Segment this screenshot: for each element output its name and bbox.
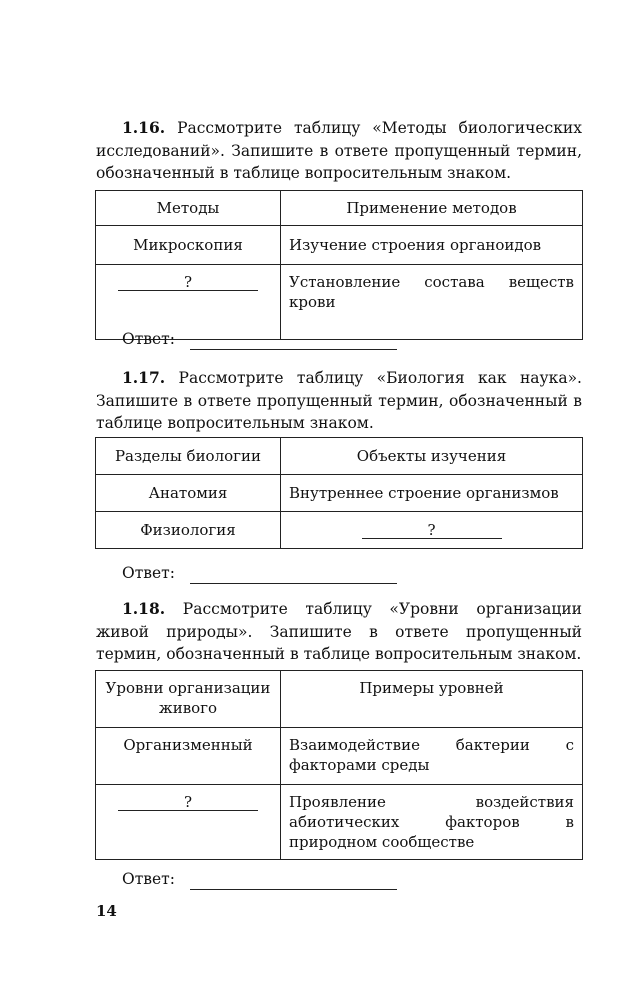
table-cell: Микроскопия (96, 226, 281, 265)
table-cell (281, 512, 583, 549)
task-number: 1.18. (122, 599, 166, 618)
answer-1-18 (122, 870, 175, 888)
header-cell: Разделы биологии (96, 438, 281, 475)
task-1-17 (96, 367, 582, 435)
missing-term-blank: ? (118, 274, 258, 291)
header-cell: Примеры уровней (281, 671, 583, 728)
answer-label: Ответ: (122, 870, 175, 888)
table-cell (96, 265, 281, 340)
answer-line[interactable] (190, 349, 397, 350)
table-row (96, 265, 583, 340)
table-cell (281, 265, 583, 340)
header-cell: Применение методов (281, 191, 583, 226)
answer-line[interactable] (190, 889, 397, 890)
answer-1-16 (122, 330, 175, 348)
header-cell: Уровни организации живого (96, 671, 281, 728)
table-row (96, 785, 583, 860)
task-text: Рассмотрите таблицу «Уровни организации живой природы». Запишите в ответе пропущенный термин, обозначенный в таблице вопросительным знаком. (96, 600, 582, 663)
cell-line: крови (289, 293, 336, 311)
table-methods (95, 190, 583, 340)
table-header-row (96, 671, 583, 728)
answer-label: Ответ: (122, 564, 175, 582)
page-number: 14 (96, 902, 117, 920)
table-levels (95, 670, 583, 860)
missing-term-blank: ? (118, 794, 258, 811)
table-row (96, 475, 583, 512)
task-1-16 (96, 117, 582, 185)
task-1-18 (96, 598, 582, 666)
missing-term-blank: ? (362, 522, 502, 539)
table-header-row (96, 438, 583, 475)
table-cell: Организменный (96, 728, 281, 785)
header-cell: Методы (96, 191, 281, 226)
cell-line: Установление состава веществ (289, 273, 574, 291)
table-cell: Изучение строения органоидов (281, 226, 583, 265)
table-cell: Внутреннее строение организмов (281, 475, 583, 512)
table-row (96, 226, 583, 265)
task-text: Рассмотрите таблицу «Методы биологических исследований». Запишите в ответе пропущенный термин, обозначенный в таблице вопросительным знаком. (96, 119, 582, 182)
table-row (96, 728, 583, 785)
header-cell: Объекты изучения (281, 438, 583, 475)
answer-line[interactable] (190, 583, 397, 584)
table-cell: Анатомия (96, 475, 281, 512)
table-row (96, 512, 583, 549)
table-cell: Проявление воздействия абиотических факторов в природном сообществе (281, 785, 583, 860)
task-number: 1.17. (122, 368, 166, 387)
task-text: Рассмотрите таблицу «Биология как наука». Запишите в ответе пропущенный термин, обозначенный в таблице вопросительным знаком. (96, 369, 582, 432)
table-cell: Взаимодействие бактерии с факторами среды (281, 728, 583, 785)
table-cell (96, 785, 281, 860)
task-number: 1.16. (122, 118, 166, 137)
table-biology (95, 437, 583, 549)
table-cell: Физиология (96, 512, 281, 549)
table-header-row (96, 191, 583, 226)
answer-label: Ответ: (122, 330, 175, 348)
answer-1-17 (122, 564, 175, 582)
